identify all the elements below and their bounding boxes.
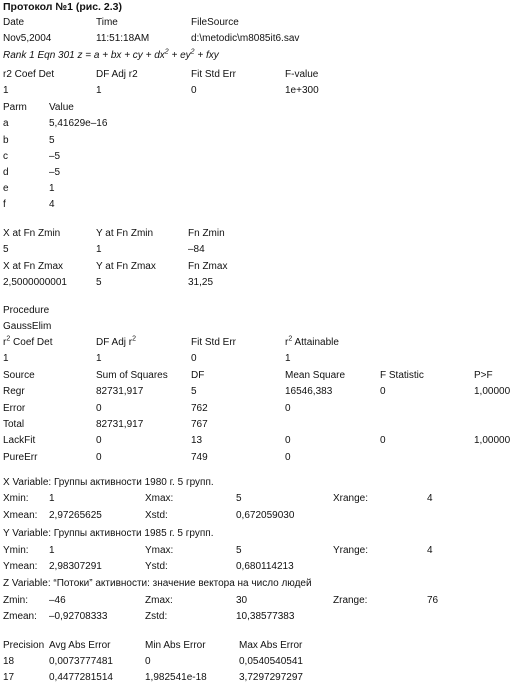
report-title: Протокол №1 (рис. 2.3) <box>3 1 122 13</box>
ymin-value: 1 <box>96 244 102 255</box>
x-stat-value: 0,672059030 <box>236 510 295 521</box>
fit2-header-df <box>96 337 136 349</box>
z-stat-value: 76 <box>427 595 439 606</box>
parm-value: 5 <box>49 135 55 146</box>
procedure-method: GaussElim <box>3 321 52 332</box>
anova-cell: 762 <box>191 403 208 414</box>
x-stat-label: Xmean: <box>3 510 38 521</box>
precision-cell: 17 <box>3 672 15 683</box>
anova-cell: Total <box>3 419 25 430</box>
precision-cell: 1,982541e-18 <box>145 672 207 683</box>
anova-cell: 767 <box>191 419 208 430</box>
anova-header: F Statistic <box>380 370 424 381</box>
anova-cell: 0 <box>285 403 291 414</box>
fit2-r-letter: r <box>285 337 289 348</box>
parm-value: –5 <box>49 151 61 162</box>
fit2-header-attainable <box>285 337 339 349</box>
z-stat-label: Zstd: <box>145 611 168 622</box>
anova-header: P>F <box>474 370 493 381</box>
fit2-attainable-text: Attainable <box>292 337 339 348</box>
fit2-df-text: DF Adj r <box>96 337 133 348</box>
x-stat-label: Xstd: <box>145 510 168 521</box>
z-variable-title: Z Variable: “Потоки” активности: значение вектора на число людей <box>3 578 312 589</box>
fit2-value-df: 1 <box>96 353 102 364</box>
fit1-value-df: 1 <box>96 85 102 96</box>
z-stat-value: –0,92708333 <box>49 611 108 622</box>
anova-cell: 5 <box>191 386 197 397</box>
ymax-value: 5 <box>96 277 102 288</box>
procedure-label: Procedure <box>3 305 50 316</box>
precision-header: Min Abs Error <box>145 640 206 651</box>
y-stat-label: Ymin: <box>3 545 29 556</box>
equation-exp-2: 2 <box>190 48 195 56</box>
parm-name: e <box>3 183 9 194</box>
filesource-value: d:\metodic\m8085it6.sav <box>191 33 300 44</box>
xmin-header: X at Fn Zmin <box>3 228 61 239</box>
date-label: Date <box>3 17 25 28</box>
anova-cell: 13 <box>191 435 203 446</box>
y-stat-label: Ystd: <box>145 561 168 572</box>
anova-cell: 16546,383 <box>285 386 333 397</box>
precision-cell: 0,4477281514 <box>49 672 113 683</box>
fit2-header-coef <box>3 337 53 349</box>
fit2-header-stderr: Fit Std Err <box>191 337 237 348</box>
fit2-coef-text: Coef Det <box>13 337 53 348</box>
fit2-value-stderr: 0 <box>191 353 197 364</box>
x-stat-value: 2,97265625 <box>49 510 102 521</box>
fit1-header-coef: r2 Coef Det <box>3 69 55 80</box>
anova-cell: LackFit <box>3 435 36 446</box>
xmin-value: 5 <box>3 244 9 255</box>
x-variable-title: X Variable: Группы активности 1980 г. 5 групп. <box>3 477 214 488</box>
fit1-value-coef: 1 <box>3 85 9 96</box>
anova-cell: 82731,917 <box>96 419 144 430</box>
fnzmax-value: 31,25 <box>188 277 214 288</box>
x-stat-value: 4 <box>427 493 433 504</box>
xmax-value: 2,5000000001 <box>3 277 67 288</box>
z-stat-label: Zmean: <box>3 611 37 622</box>
fit1-header-fvalue: F-value <box>285 69 319 80</box>
anova-cell: 0 <box>285 452 291 463</box>
equation-term-ey: + ey <box>168 50 191 61</box>
x-stat-value: 1 <box>49 493 55 504</box>
parm-value: 5,41629e–16 <box>49 118 108 129</box>
fit2-sq: 2 <box>288 335 293 343</box>
anova-cell: Error <box>3 403 26 414</box>
x-stat-label: Xmin: <box>3 493 29 504</box>
parm-name: c <box>3 151 8 162</box>
parm-value: 4 <box>49 199 55 210</box>
xmax-header: X at Fn Zmax <box>3 261 64 272</box>
z-stat-label: Zmax: <box>145 595 173 606</box>
z-stat-value: –46 <box>49 595 66 606</box>
x-stat-label: Xrange: <box>333 493 369 504</box>
ymax-header: Y at Fn Zmax <box>96 261 156 272</box>
y-stat-value: 1 <box>49 545 55 556</box>
precision-cell: 3,7297297297 <box>239 672 303 683</box>
anova-cell: 1,00000 <box>474 435 511 446</box>
anova-cell: 82731,917 <box>96 386 144 397</box>
y-stat-value: 0,680114213 <box>236 561 294 572</box>
anova-cell: 1,00000 <box>474 386 511 397</box>
equation-exp-1: 2 <box>164 48 169 56</box>
anova-header: Sum of Squares <box>96 370 168 381</box>
z-stat-value: 30 <box>236 595 248 606</box>
filesource-label: FileSource <box>191 17 239 28</box>
equation-term-fxy: + fxy <box>194 50 219 61</box>
precision-cell: 18 <box>3 656 15 667</box>
fit1-value-stderr: 0 <box>191 85 197 96</box>
y-stat-label: Ymean: <box>3 561 38 572</box>
fit2-r-letter: r <box>3 337 7 348</box>
z-stat-label: Zmin: <box>3 595 28 606</box>
y-stat-value: 4 <box>427 545 433 556</box>
anova-cell: Regr <box>3 386 25 397</box>
precision-cell: 0,0073777481 <box>49 656 113 667</box>
parm-value: 1 <box>49 183 55 194</box>
precision-header: Precision <box>3 640 45 651</box>
fit1-value-fvalue: 1e+300 <box>285 85 319 96</box>
z-stat-value: 10,38577383 <box>236 611 295 622</box>
parm-header: Parm <box>3 102 27 113</box>
fit2-sq: 2 <box>132 335 137 343</box>
ymin-header: Y at Fn Zmin <box>96 228 154 239</box>
parm-value: –5 <box>49 167 61 178</box>
y-stat-label: Yrange: <box>333 545 369 556</box>
time-label: Time <box>96 17 118 28</box>
parm-name: b <box>3 135 9 146</box>
anova-cell: 0 <box>380 386 386 397</box>
equation <box>3 50 219 62</box>
anova-cell: 0 <box>380 435 386 446</box>
equation-prefix: Rank 1 Eqn 301 z = a + bx + cy + dx <box>3 50 165 61</box>
anova-cell: 749 <box>191 452 208 463</box>
y-stat-label: Ymax: <box>145 545 174 556</box>
precision-cell: 0,0540540541 <box>239 656 303 667</box>
parm-name: a <box>3 118 9 129</box>
fit1-header-df: DF Adj r2 <box>96 69 138 80</box>
y-variable-title: Y Variable: Группы активности 1985 г. 5 групп. <box>3 528 214 539</box>
fit1-header-stderr: Fit Std Err <box>191 69 237 80</box>
anova-cell: 0 <box>96 403 102 414</box>
fnzmin-header: Fn Zmin <box>188 228 225 239</box>
x-stat-value: 5 <box>236 493 242 504</box>
anova-cell: PureErr <box>3 452 38 463</box>
value-header: Value <box>49 102 74 113</box>
date-value: Nov5,2004 <box>3 33 52 44</box>
y-stat-value: 2,98307291 <box>49 561 102 572</box>
anova-header: Source <box>3 370 35 381</box>
anova-header: DF <box>191 370 205 381</box>
parm-name: f <box>3 199 6 210</box>
fit2-value-attainable: 1 <box>285 353 291 364</box>
fnzmin-value: –84 <box>188 244 205 255</box>
fit2-sq: 2 <box>6 335 11 343</box>
y-stat-value: 5 <box>236 545 242 556</box>
x-stat-label: Xmax: <box>145 493 174 504</box>
parm-name: d <box>3 167 9 178</box>
precision-cell: 0 <box>145 656 151 667</box>
anova-cell: 0 <box>96 452 102 463</box>
precision-header: Avg Abs Error <box>49 640 111 651</box>
precision-header: Max Abs Error <box>239 640 303 651</box>
fit2-value-coef: 1 <box>3 353 9 364</box>
anova-cell: 0 <box>285 435 291 446</box>
z-stat-label: Zrange: <box>333 595 368 606</box>
anova-header: Mean Square <box>285 370 346 381</box>
time-value: 11:51:18AM <box>96 33 150 44</box>
anova-cell: 0 <box>96 435 102 446</box>
fnzmax-header: Fn Zmax <box>188 261 228 272</box>
